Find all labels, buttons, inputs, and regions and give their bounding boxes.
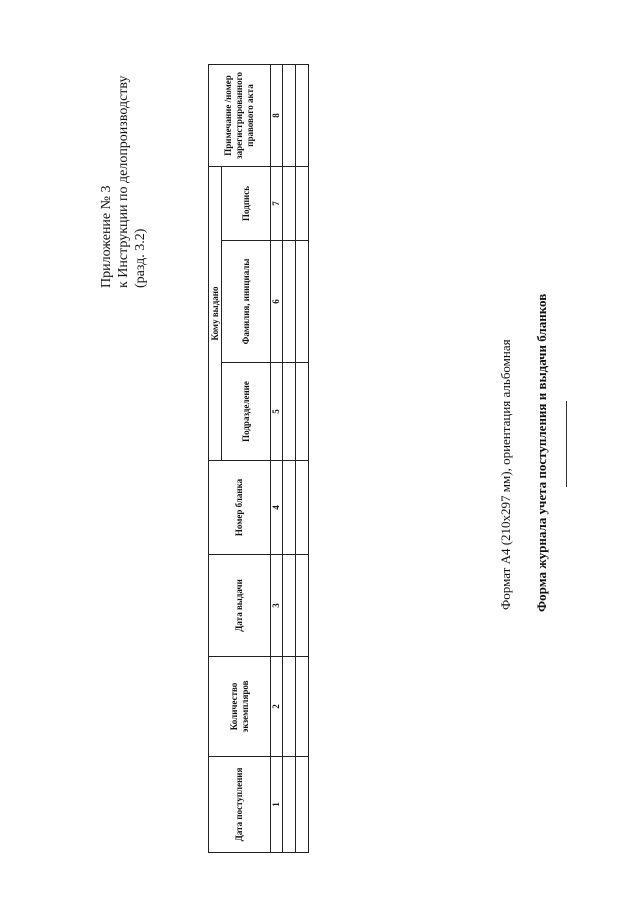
col-header-copies: Количество экземпляров [209, 657, 271, 757]
col-header-note: Примечание /номер зарегистрированного правового акта [209, 65, 271, 167]
col-number: 6 [271, 241, 283, 363]
group-header-issued-to: Кому выдано [209, 167, 222, 461]
col-header-signature: Подпись [222, 167, 271, 241]
col-header-full-name: Фамилия, инициалы [222, 241, 271, 363]
col-header-department: Подразделение [222, 363, 271, 461]
table-cell [296, 461, 309, 555]
col-header-receipt-date: Дата поступления [209, 757, 271, 853]
table-row [283, 65, 296, 853]
col-header-issue-date: Дата выдачи [209, 555, 271, 657]
format-note: Формат А4 (210x297 мм), ориентация альбомная [498, 339, 513, 610]
table-cell [283, 167, 296, 241]
table-cell [283, 241, 296, 363]
col-header-form-number: Номер бланка [209, 461, 271, 555]
table-cell [296, 65, 309, 167]
table-cell [283, 657, 296, 757]
col-number: 8 [271, 65, 283, 167]
table-cell [296, 363, 309, 461]
appendix-header [98, 75, 149, 288]
table-cell [296, 657, 309, 757]
table-cell [283, 461, 296, 555]
table-cell [283, 757, 296, 853]
table-row [296, 65, 309, 853]
journal-table [208, 64, 309, 853]
col-number: 4 [271, 461, 283, 555]
divider-line [566, 401, 567, 487]
col-number: 1 [271, 757, 283, 853]
table-cell [296, 555, 309, 657]
appendix-line-1: Приложение № 3 [99, 185, 114, 288]
appendix-line-2: к Инструкции по делопроизводству [116, 75, 131, 288]
appendix-line-3: (разд. 3.2) [133, 228, 148, 288]
table-cell [296, 757, 309, 853]
table-cell [296, 241, 309, 363]
col-number: 2 [271, 657, 283, 757]
table-cell [296, 167, 309, 241]
table-cell [283, 363, 296, 461]
col-number: 7 [271, 167, 283, 241]
table-cell [283, 555, 296, 657]
document-title: Форма журнала учета поступления и выдачи бланков [534, 293, 549, 612]
table-cell [283, 65, 296, 167]
col-number: 5 [271, 363, 283, 461]
col-number: 3 [271, 555, 283, 657]
